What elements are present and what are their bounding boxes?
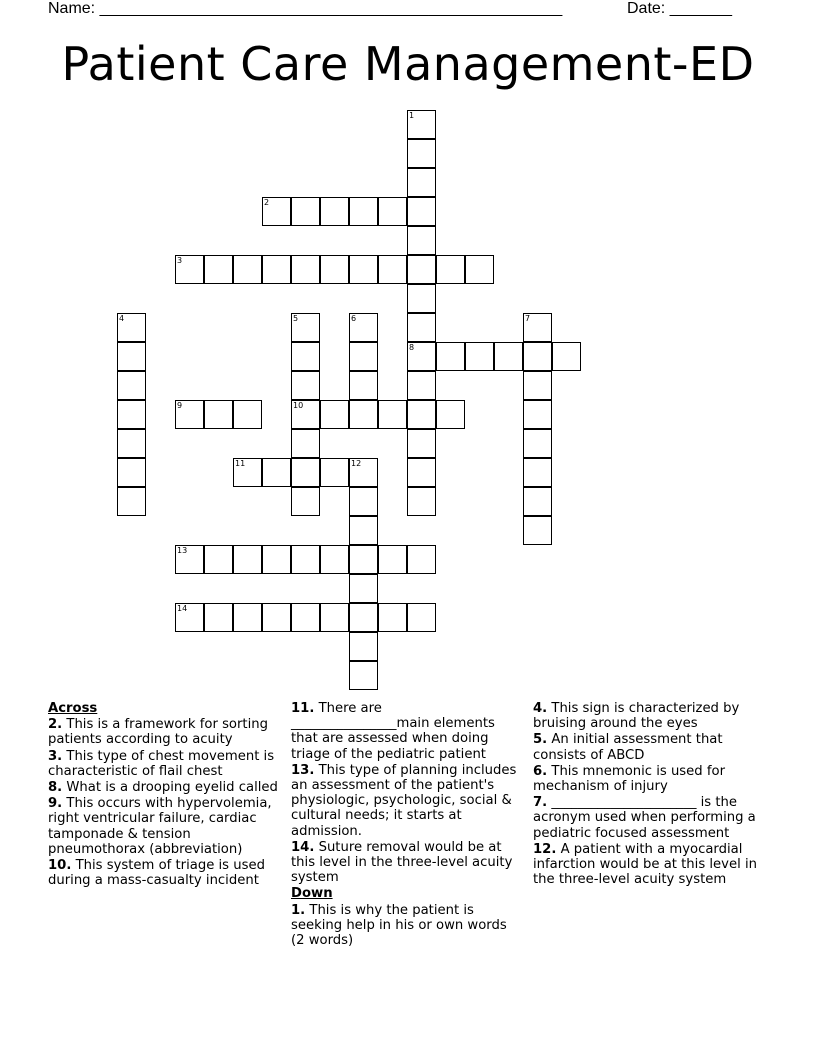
grid-cell[interactable] xyxy=(378,545,407,574)
grid-cell[interactable] xyxy=(523,458,552,487)
cell-number: 1 xyxy=(409,111,415,120)
grid-cell[interactable] xyxy=(552,342,581,371)
grid-cell[interactable] xyxy=(407,255,436,284)
grid-cell[interactable] xyxy=(291,429,320,458)
grid-cell[interactable] xyxy=(407,226,436,255)
grid-cell[interactable] xyxy=(262,255,291,284)
cell-number: 7 xyxy=(525,314,531,323)
grid-cell[interactable] xyxy=(407,371,436,400)
across-heading: Across xyxy=(48,701,98,716)
grid-cell[interactable] xyxy=(291,313,320,342)
grid-cell[interactable] xyxy=(291,603,320,632)
grid-cell[interactable] xyxy=(117,400,146,429)
clue-number: 7. xyxy=(533,795,548,811)
grid-cell[interactable] xyxy=(523,400,552,429)
clue-number: 5. xyxy=(533,732,548,748)
clue-number: 6. xyxy=(533,763,548,779)
grid-cell[interactable] xyxy=(204,545,233,574)
clue-number: 4. xyxy=(533,701,548,716)
clue-number: 8. xyxy=(48,780,63,796)
grid-cell[interactable] xyxy=(378,400,407,429)
grid-cell[interactable] xyxy=(204,400,233,429)
grid-cell[interactable] xyxy=(349,661,378,690)
grid-cell[interactable] xyxy=(233,545,262,574)
grid-cell[interactable] xyxy=(407,284,436,313)
grid-cell[interactable] xyxy=(204,603,233,632)
cell-number: 14 xyxy=(177,604,188,613)
clue-number: 12. xyxy=(533,841,557,857)
grid-cell[interactable] xyxy=(349,371,378,400)
clue-number: 10. xyxy=(48,858,72,874)
grid-cell[interactable] xyxy=(407,139,436,168)
grid-cell[interactable] xyxy=(291,458,320,487)
grid-cell[interactable] xyxy=(262,545,291,574)
grid-cell[interactable] xyxy=(291,255,320,284)
grid-cell[interactable] xyxy=(523,516,552,545)
grid-cell[interactable] xyxy=(291,342,320,371)
grid-cell[interactable] xyxy=(320,400,349,429)
clue-across-11 xyxy=(291,701,523,762)
grid-cell[interactable] xyxy=(320,458,349,487)
clue-across-3 xyxy=(48,749,280,779)
grid-cell[interactable] xyxy=(117,458,146,487)
clue-number: 9. xyxy=(48,796,63,812)
grid-cell[interactable] xyxy=(349,516,378,545)
clues-column-2 xyxy=(291,701,523,949)
grid-cell[interactable] xyxy=(320,545,349,574)
grid-cell[interactable] xyxy=(117,342,146,371)
cell-number: 6 xyxy=(351,314,357,323)
grid-cell[interactable] xyxy=(117,429,146,458)
cell-number: 10 xyxy=(293,401,304,410)
grid-cell[interactable] xyxy=(320,255,349,284)
grid-cell[interactable] xyxy=(175,545,204,574)
grid-cell[interactable] xyxy=(465,342,494,371)
grid-cell[interactable] xyxy=(407,313,436,342)
cell-number: 11 xyxy=(235,459,246,468)
grid-cell[interactable] xyxy=(349,342,378,371)
grid-cell[interactable] xyxy=(291,371,320,400)
clue-down-5 xyxy=(533,732,765,762)
clue-text: This type of chest movement is characteristic of flail chest xyxy=(48,748,275,779)
cell-number: 8 xyxy=(409,343,415,352)
grid-cell[interactable] xyxy=(407,197,436,226)
clue-across-2 xyxy=(48,717,280,747)
grid-cell[interactable] xyxy=(291,487,320,516)
clue-text: This is a framework for sorting patients according to acuity xyxy=(48,717,268,748)
clue-text: This is why the patient is seeking help in his or own words (2 words) xyxy=(291,902,507,949)
grid-cell[interactable] xyxy=(233,458,262,487)
clue-text: This system of triage is used during a mass-casualty incident xyxy=(48,858,265,889)
grid-cell[interactable] xyxy=(407,429,436,458)
cell-number: 4 xyxy=(119,314,125,323)
clue-across-13 xyxy=(291,763,523,839)
grid-cell[interactable] xyxy=(523,313,552,342)
clue-text: What is a drooping eyelid called xyxy=(66,780,278,796)
grid-cell[interactable] xyxy=(523,342,552,371)
grid-cell[interactable] xyxy=(465,255,494,284)
grid-cell[interactable] xyxy=(436,342,465,371)
down-heading: Down xyxy=(291,886,333,902)
grid-cell[interactable] xyxy=(349,574,378,603)
grid-cell[interactable] xyxy=(349,197,378,226)
grid-cell[interactable] xyxy=(378,197,407,226)
grid-cell[interactable] xyxy=(320,603,349,632)
grid-cell[interactable] xyxy=(378,603,407,632)
grid-cell[interactable] xyxy=(436,255,465,284)
grid-cell[interactable] xyxy=(291,197,320,226)
grid-cell[interactable] xyxy=(378,255,407,284)
grid-cell[interactable] xyxy=(436,400,465,429)
page-title: Patient Care Management-ED xyxy=(61,37,755,91)
cell-number: 2 xyxy=(264,198,270,207)
cell-number: 3 xyxy=(177,256,183,265)
grid-cell[interactable] xyxy=(262,197,291,226)
grid-cell[interactable] xyxy=(320,197,349,226)
grid-cell[interactable] xyxy=(175,255,204,284)
grid-cell[interactable] xyxy=(407,487,436,516)
grid-cell[interactable] xyxy=(407,110,436,139)
clue-text: There are ________________main elements that are assessed when doing triage of the pediatric patient xyxy=(291,701,495,762)
clue-across-10 xyxy=(48,858,280,888)
grid-cell[interactable] xyxy=(407,545,436,574)
clue-down-1 xyxy=(291,903,523,949)
clue-down-12 xyxy=(533,842,765,888)
name-field-label: Name: ____________________________________________________ xyxy=(48,0,563,17)
clue-down-7 xyxy=(533,795,765,841)
clue-text: ______________________ is the acronym used when performing a pediatric focused assessment xyxy=(533,795,756,841)
grid-cell[interactable] xyxy=(117,487,146,516)
clue-text: This type of planning includes an assessment of the patient's physiologic, psychologic, social & cultural needs; it starts at admission. xyxy=(291,762,517,839)
grid-cell[interactable] xyxy=(407,603,436,632)
clue-number: 14. xyxy=(291,839,315,855)
grid-cell[interactable] xyxy=(349,632,378,661)
grid-cell[interactable] xyxy=(262,603,291,632)
clue-number: 13. xyxy=(291,762,315,778)
clue-number: 11. xyxy=(291,701,315,716)
clue-number: 3. xyxy=(48,748,63,764)
clue-number: 2. xyxy=(48,717,63,733)
grid-cell[interactable] xyxy=(233,603,262,632)
grid-cell[interactable] xyxy=(407,400,436,429)
grid-cell[interactable] xyxy=(349,400,378,429)
grid-cell[interactable] xyxy=(117,371,146,400)
grid-cell[interactable] xyxy=(349,487,378,516)
grid-cell[interactable] xyxy=(233,400,262,429)
grid-cell[interactable] xyxy=(523,429,552,458)
clue-text: An initial assessment that consists of ABCD xyxy=(533,732,723,763)
clues-column-3 xyxy=(533,701,765,888)
clue-across-8 xyxy=(48,780,280,795)
cell-number: 12 xyxy=(351,459,362,468)
clue-text: A patient with a myocardial infarction would be at this level in the three-level acuity system xyxy=(533,841,757,888)
grid-cell[interactable] xyxy=(494,342,523,371)
grid-cell[interactable] xyxy=(349,458,378,487)
clue-text: Suture removal would be at this level in the three-level acuity system xyxy=(291,839,513,886)
date-field-label: Date: _______ xyxy=(627,0,732,17)
grid-cell[interactable] xyxy=(233,255,262,284)
cell-number: 13 xyxy=(177,546,188,555)
grid-cell[interactable] xyxy=(523,371,552,400)
grid-cell[interactable] xyxy=(407,168,436,197)
grid-cell[interactable] xyxy=(291,545,320,574)
clue-down-4 xyxy=(533,701,765,731)
grid-cell[interactable] xyxy=(349,255,378,284)
clue-text: This sign is characterized by bruising around the eyes xyxy=(533,701,740,732)
grid-cell[interactable] xyxy=(349,313,378,342)
clue-text: This mnemonic is used for mechanism of injury xyxy=(533,763,725,795)
grid-cell[interactable] xyxy=(349,603,378,632)
grid-cell[interactable] xyxy=(175,603,204,632)
cell-number: 9 xyxy=(177,401,183,410)
grid-cell[interactable] xyxy=(262,458,291,487)
cell-number: 5 xyxy=(293,314,299,323)
clue-across-14 xyxy=(291,840,523,886)
clue-number: 1. xyxy=(291,902,306,918)
grid-cell[interactable] xyxy=(523,487,552,516)
grid-cell[interactable] xyxy=(407,458,436,487)
grid-cell[interactable] xyxy=(204,255,233,284)
clue-down-6 xyxy=(533,764,765,794)
grid-cell[interactable] xyxy=(117,313,146,342)
clues-column-1 xyxy=(48,701,280,889)
grid-cell[interactable] xyxy=(407,342,436,371)
grid-cell[interactable] xyxy=(175,400,204,429)
grid-cell[interactable] xyxy=(349,545,378,574)
clue-text: This occurs with hypervolemia, right ventricular failure, cardiac tamponade & tension pneumothorax (abbreviation) xyxy=(48,796,272,857)
clue-across-9 xyxy=(48,796,280,857)
grid-cell[interactable] xyxy=(291,400,320,429)
